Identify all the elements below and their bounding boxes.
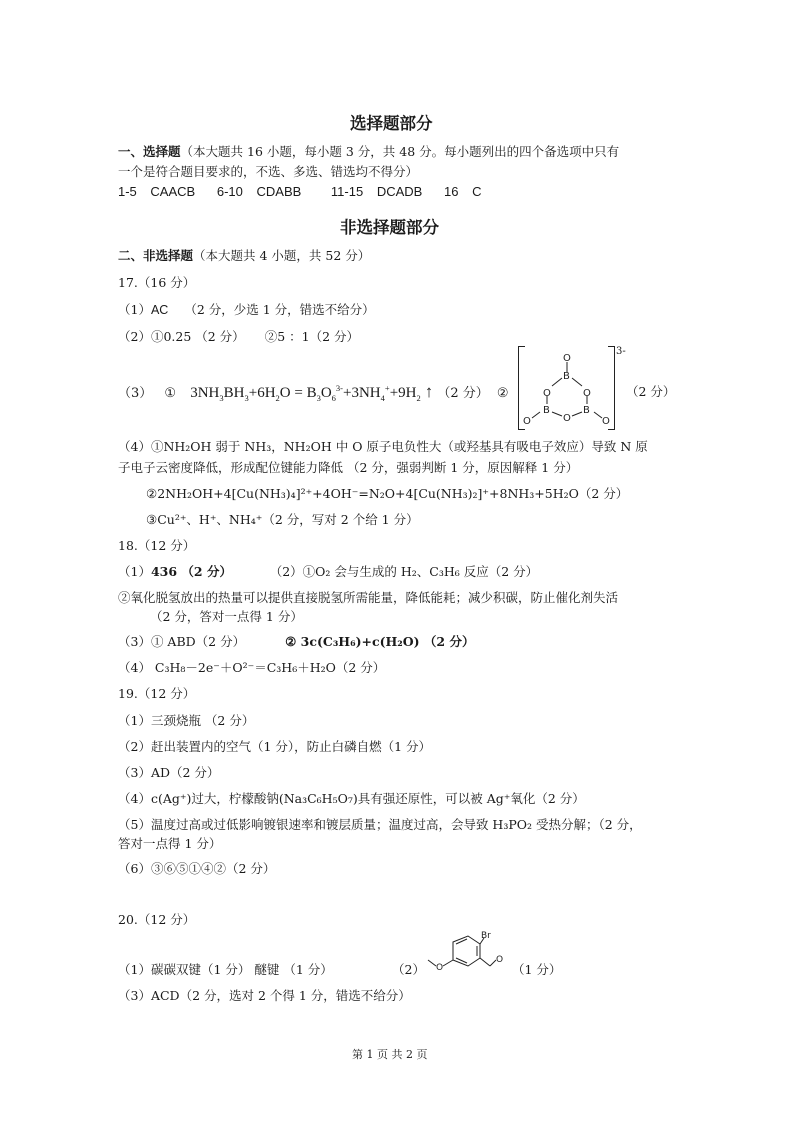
q19-header: 19.（12 分）: [118, 686, 196, 701]
q17-part4-line1: （4）①NH₂OH 弱于 NH₃，NH₂OH 中 O 原子电负性大（或羟基具有吸电子效应）导致 N 原: [118, 439, 648, 454]
eq-part: +9H: [389, 385, 417, 401]
ring-atom-o: O: [523, 416, 531, 427]
answer-range: 6-10: [216, 184, 243, 199]
eq-sup: +: [384, 383, 390, 393]
q17-part4-line2: 子电子云密度降低，形成配位键能力降低 （2 分，强弱判断 1 分，原因解释 1 分）: [118, 460, 579, 475]
section2-desc: [118, 246, 370, 264]
q19-part5-line1: （5）温度过高或过低影响镀银速率和镀层质量；温度过高，会导致 H₃PO₂ 受热分解；（2 分，: [118, 817, 642, 832]
atom-o: O: [496, 955, 504, 965]
q17-equation: [190, 382, 434, 403]
q18-part2-line2: ②氧化脱氢放出的热量可以提供直接脱氢所需能量，降低能耗；减少积碳，防止催化剂失活: [118, 590, 619, 605]
answer-range: 1-5: [118, 184, 137, 199]
q20-part2-num: （2）: [392, 962, 425, 977]
answer-value: CAACB: [150, 184, 196, 199]
eq-sub: 6: [331, 393, 336, 403]
ion-charge: 3-: [616, 346, 626, 357]
eq-sub: 4: [380, 393, 385, 403]
ring-atom-o: O: [543, 388, 551, 399]
q17-part1-answer: AC: [150, 303, 169, 317]
section2-desc-text: （本大题共 4 小题，共 52 分）: [193, 248, 371, 263]
q17-part1-score: （2 分，少选 1 分，错选不给分）: [184, 302, 375, 317]
section1-desc2: 一个是符合题目要求的，不选、多选、错选均不得分）: [118, 164, 419, 179]
section2-title: 非选择题部分: [340, 218, 439, 237]
eq-sub: 3: [244, 393, 249, 403]
answer-value: DCADB: [376, 184, 423, 199]
ring-atom-o: O: [602, 416, 610, 427]
answer-value: C: [472, 184, 482, 199]
boroxine-structure: [522, 348, 610, 428]
eq-sup: 3-: [335, 383, 344, 393]
q18-part2-line3: （2 分，答对一点得 1 分）: [150, 609, 303, 624]
answer-value: CDABB: [256, 184, 302, 199]
eq-part: O: [320, 385, 332, 401]
q18-part1-num: （1）: [118, 564, 151, 579]
eq-part: +6H: [248, 385, 276, 401]
q20-part3: （3）ACD（2 分，选对 2 个得 1 分，错选不给分）: [118, 988, 411, 1003]
eq-sub: 3: [316, 393, 321, 403]
q17-part1-num: （1）: [118, 302, 151, 317]
ring-atom-b: B: [583, 405, 590, 416]
q19-part3: （3）AD（2 分）: [118, 765, 220, 780]
q18-part2: （2）①O₂ 会与生成的 H₂、C₃H₆ 反应（2 分）: [275, 564, 539, 579]
q18-part3: [118, 632, 475, 650]
aryl-aldehyde-structure: [418, 928, 508, 978]
eq-part: BH: [223, 385, 245, 401]
q17-part4-line4: ③Cu²⁺、H⁺、NH₄⁺（2 分，写对 2 个给 1 分）: [146, 512, 419, 527]
eq-sub: 2: [275, 393, 280, 403]
ring-atom-o: O: [583, 388, 591, 399]
atom-br: Br: [481, 931, 491, 941]
q17-part3-circle: ①: [164, 386, 177, 401]
q19-part2: （2）赶出装置内的空气（1 分），防止白磷自燃（1 分）: [118, 739, 432, 754]
q20-part1: （1）碳碳双键（1 分） 醚键 （1 分）: [118, 962, 333, 977]
section2-heading: 二、非选择题: [118, 248, 194, 263]
q18-part3-a: （3）① ABD（2 分）: [118, 634, 246, 649]
ring-atom-b: B: [563, 371, 570, 382]
q18-part4: （4） C₃H₈－2e⁻＋O²⁻＝C₃H₆＋H₂O（2 分）: [118, 660, 386, 675]
q17-part2-b: ②5 ：1（2 分）: [264, 329, 359, 344]
eq-part: +3NH: [343, 385, 381, 401]
answer-range: 16: [443, 184, 459, 199]
q17-part3-score: （2 分）: [437, 386, 489, 401]
q17-header: 17.（16 分）: [118, 275, 196, 290]
ring-atom-o: O: [563, 413, 571, 424]
q17-part2: [118, 327, 359, 345]
q17-part3: [118, 382, 509, 402]
page-footer: 第 1 页 共 2 页: [352, 1048, 428, 1061]
q17-part3-num: （3）: [118, 386, 153, 401]
atom-o: O: [436, 963, 444, 973]
q17-part4-line3: ②2NH₂OH+4[Cu(NH₃)₄]²⁺+4OH⁻=N₂O+4[Cu(NH₃)₂]⁺+8NH₃+5H₂O（2 分）: [146, 486, 629, 501]
q17-part3-circle2: ②: [496, 386, 509, 401]
ring-atom-b: B: [543, 405, 550, 416]
q20-part2-score: （1 分）: [512, 962, 562, 977]
q17-part1: [118, 300, 375, 318]
q19-part1: （1）三颈烧瓶 （2 分）: [118, 713, 255, 728]
section1-heading: 一、选择题: [118, 144, 181, 159]
q17-part2-a: （2）①0.25 （2 分）: [118, 329, 245, 344]
q19-part4: （4）c(Ag⁺)过大，柠檬酸钠(Na₃C₆H₅O₇)具有强还原性，可以被 Ag⁺氧化（2 分）: [118, 791, 585, 806]
q20-header: 20.（12 分）: [118, 912, 196, 927]
q18-part1-2: [118, 562, 538, 580]
eq-part: O = B: [279, 385, 317, 401]
q19-part5-line2: 答对一点得 1 分）: [118, 836, 222, 851]
answer-key-row: [118, 184, 481, 199]
section1-desc-line1: [118, 142, 619, 160]
eq-sub: 2: [416, 393, 421, 403]
section1-title: 选择题部分: [350, 114, 433, 133]
ring-atom-o: O: [563, 353, 571, 364]
eq-sub: 3: [219, 393, 224, 403]
gas-arrow-icon: ↑: [424, 382, 434, 401]
q19-part6: （6）③⑥⑤①④②（2 分）: [118, 861, 276, 876]
q18-header: 18.（12 分）: [118, 538, 196, 553]
q18-part1-answer: 436 （2 分）: [150, 564, 232, 579]
q18-part3-b: ② 3c(C₃H₆)+c(H₂O) （2 分）: [285, 634, 475, 649]
answer-range: 11-15: [330, 184, 364, 199]
eq-part: 3NH: [190, 385, 220, 401]
section1-desc1: （本大题共 16 小题，每小题 3 分，共 48 分。每小题列出的四个备选项中只有: [180, 144, 620, 159]
q17-part3-score2: （2 分）: [626, 384, 676, 399]
